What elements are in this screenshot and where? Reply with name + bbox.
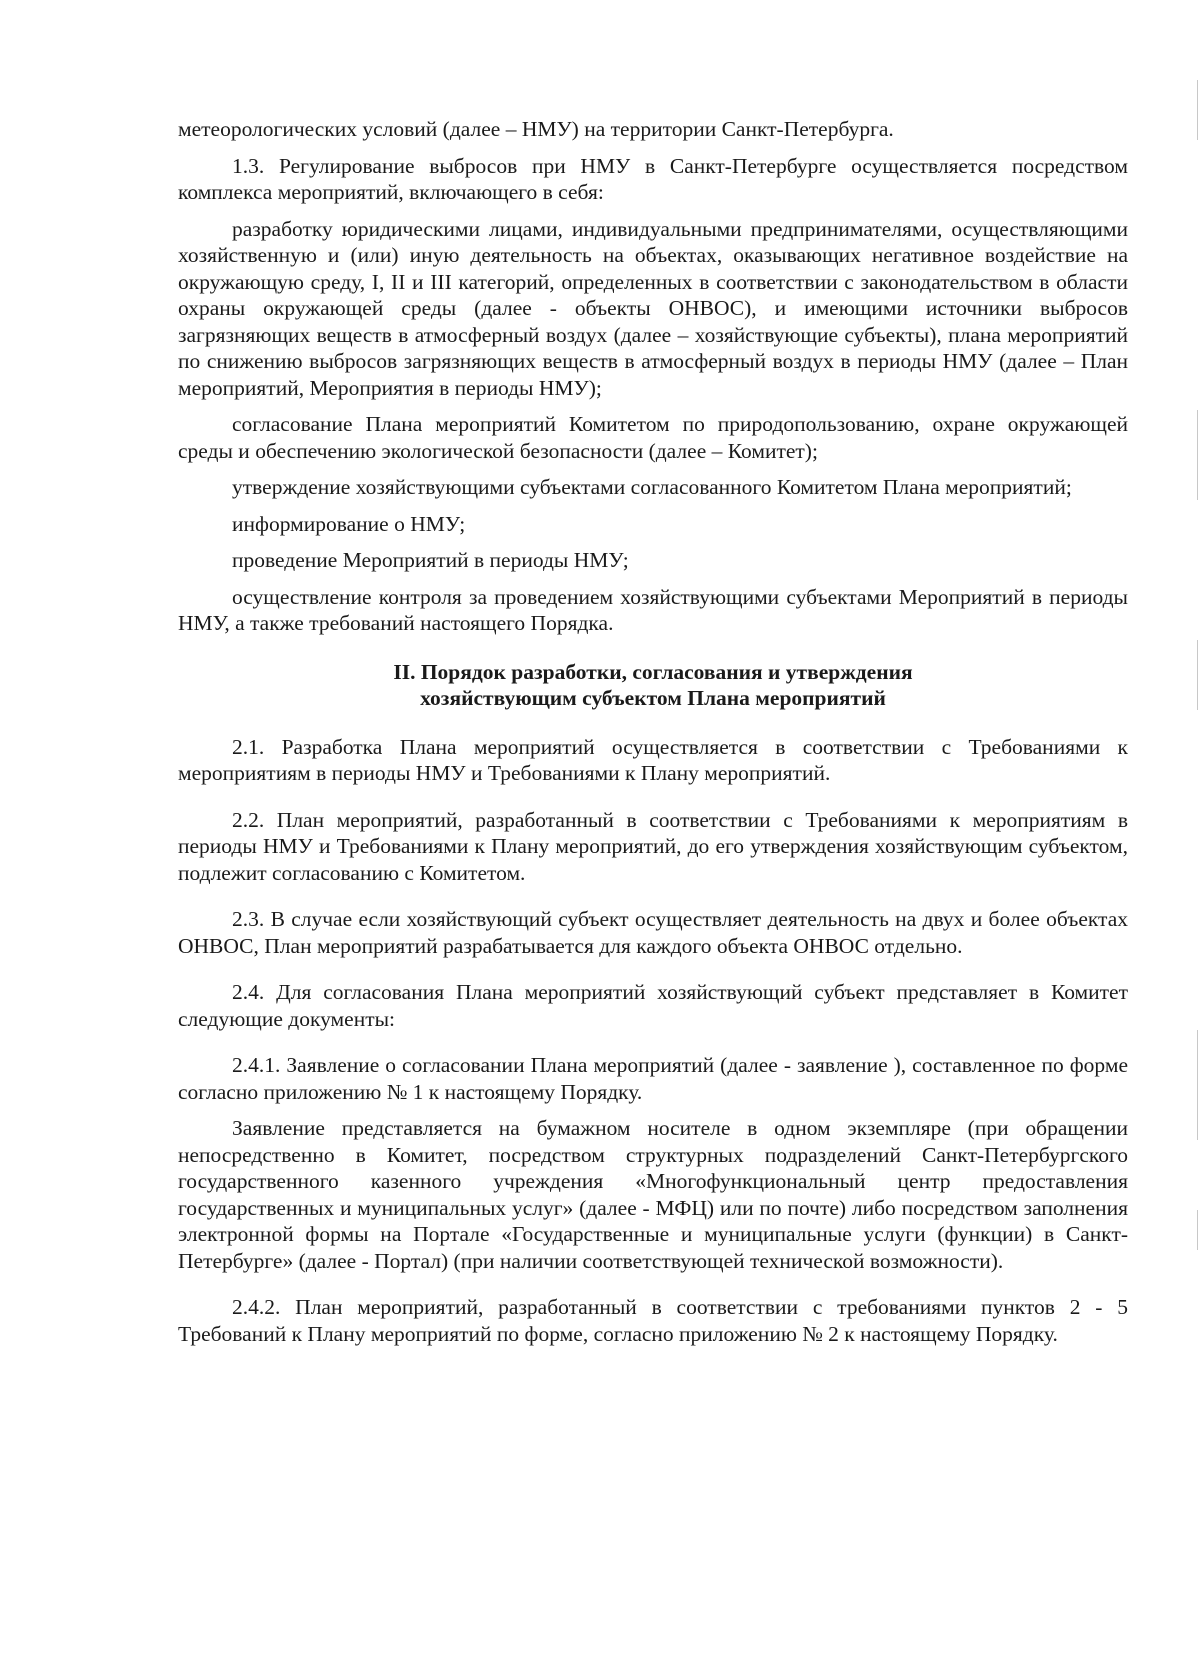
paragraph-control: осуществление контроля за проведением хозяйствующими субъектами Мероприятий в периоды НМУ, а также требований настоящего Порядка. bbox=[178, 584, 1128, 635]
paragraph-informing: информирование о НМУ; bbox=[232, 511, 466, 536]
paragraph-2-4-1: 2.4.1. Заявление о согласовании Плана мероприятий (далее - заявление ), составленное по форме согласно приложению № 1 к настоящему Порядку. bbox=[178, 1053, 1128, 1104]
paragraph-2-1: 2.1. Разработка Плана мероприятий осуществляется в соответствии с Требованиями к мероприятиям в периоды НМУ и Требованиями к Плану мероприятий. bbox=[178, 734, 1128, 785]
paragraph-conducting: проведение Мероприятий в периоды НМУ; bbox=[232, 548, 629, 572]
scan-edge-mark bbox=[1197, 410, 1198, 500]
paragraph-confirmation: утверждение хозяйствующими субъектами согласованного Комитетом Плана мероприятий; bbox=[232, 475, 1072, 499]
paragraph-approval: согласование Плана мероприятий Комитетом по природопользованию, охране окружающей среды и обеспечению экологической безопасности (далее – Комитет); bbox=[178, 412, 1128, 463]
section-heading bbox=[178, 659, 1128, 712]
paragraph-application-submission: Заявление представляется на бумажном носителе в одном экземпляре (при обращении непосредственно в Комитет, посредством структурных подразделений Санкт-Петербургского государственного казенного учреждения «Многофункциональный центр предоставления государственных и муниципальных услуг» (далее - МФЦ) или по почте) либо посредством заполнения электронной формы на Портале «Государственные и муниципальные услуги (функции) в Санкт-Петербурге» (далее - Портал) (при наличии соответствующей технической возможности). bbox=[178, 1116, 1128, 1273]
scan-edge-mark bbox=[1197, 1210, 1198, 1250]
paragraph-2-4: 2.4. Для согласования Плана мероприятий хозяйствующий субъект представляет в Комитет следующие документы: bbox=[178, 980, 1128, 1031]
section-heading-line-1: II. Порядок разработки, согласования и утверждения bbox=[393, 659, 913, 684]
paragraph-2-2: 2.2. План мероприятий, разработанный в соответствии с Требованиями к мероприятиям в периоды НМУ и Требованиями к Плану мероприятий, до его утверждения хозяйствующим субъектом, подлежит согласованию с Комитетом. bbox=[178, 807, 1128, 885]
scan-edge-mark bbox=[1197, 80, 1198, 140]
paragraph-continuation: метеорологических условий (далее – НМУ) на территории Санкт-Петербурга. bbox=[178, 117, 894, 141]
scan-edge-mark bbox=[1197, 1030, 1198, 1140]
paragraph-2-4-2: 2.4.2. План мероприятий, разработанный в соответствии с требованиями пунктов 2 - 5 Требований к Плану мероприятий по форме, согласно приложению № 2 к настоящему Порядку. bbox=[178, 1295, 1128, 1346]
paragraph-1-3: 1.3. Регулирование выбросов при НМУ в Санкт-Петербурге осуществляется посредством комплекса мероприятий, включающего в себя: bbox=[178, 153, 1128, 204]
section-heading-line-2: хозяйствующим субъектом Плана мероприятий bbox=[420, 686, 886, 710]
paragraph-development: разработку юридическими лицами, индивидуальными предпринимателями, осуществляющими хозяйственную и (или) иную деятельность на объектах, оказывающих негативное воздействие на окружающую среду, I, II и III категорий, определенных в соответствии с законодательством в области охраны окружающей среды (далее - объекты ОНВОС), и имеющими источники выбросов загрязняющих веществ в атмосферный воздух (далее – хозяйствующие субъекты), плана мероприятий по снижению выбросов загрязняющих веществ в атмосферный воздух в периоды НМУ (далее – План мероприятий, Мероприятия в периоды НМУ); bbox=[178, 216, 1128, 400]
paragraph-2-3: 2.3. В случае если хозяйствующий субъект осуществляет деятельность на двух и более объектах ОНВОС, План мероприятий разрабатывается для каждого объекта ОНВОС отдельно. bbox=[178, 907, 1128, 958]
scan-edge-mark bbox=[1197, 640, 1198, 710]
document-page bbox=[178, 116, 1128, 1347]
